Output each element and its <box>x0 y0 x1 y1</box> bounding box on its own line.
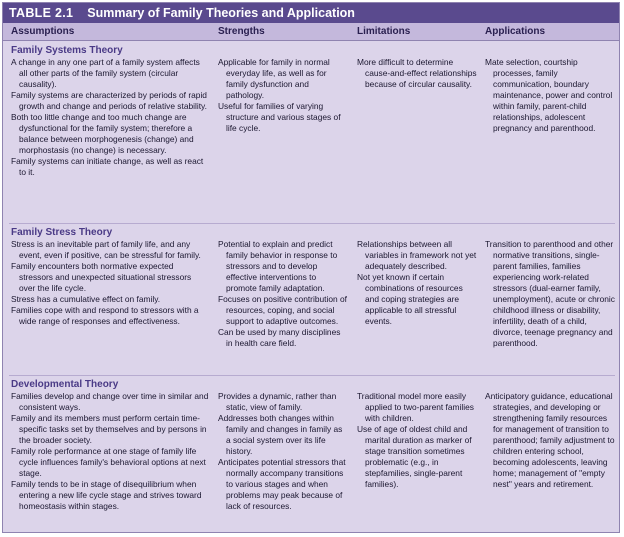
column-header-strengths: Strengths <box>218 26 265 37</box>
strengths-cell <box>218 239 348 349</box>
column-header-row <box>3 23 619 41</box>
section-title: Family Stress Theory <box>11 227 113 238</box>
section-title: Developmental Theory <box>11 379 119 390</box>
application-item: Mate selection, courtship processes, family communication, boundary maintenance, power and control within family, parent-child relationships, adolescent pregnancy and parenthood. <box>485 57 613 133</box>
assumption-item: Family and its members must perform certain time-specific tasks set by themselves and by persons in the broader society. <box>11 413 207 445</box>
assumptions-cell <box>11 391 209 512</box>
limitations-cell <box>357 57 479 90</box>
limitation-item: Traditional model more easily applied to two-parent families with children. <box>357 391 474 423</box>
strength-item: Potential to explain and predict family behavior in response to stressors and to develop effective interventions to promote family adaptation. <box>218 239 338 293</box>
application-item: Anticipatory guidance, educational strategies, and developing or strengthening family resources for management of transition to parenthood; family adjustment to children entering school, becoming adolescents, leaving home; management of "empty nest" years and retirement. <box>485 391 615 489</box>
section-family-stress <box>3 227 619 377</box>
limitation-item: Not yet known if certain combinations of resources and coping strategies are applicable to all stressful events. <box>357 272 463 326</box>
strength-item: Applicable for family in normal everyday life, as well as for family dysfunction and pathology. <box>218 57 330 100</box>
column-header-limitations: Limitations <box>357 26 411 37</box>
applications-cell <box>485 391 617 490</box>
strength-item: Provides a dynamic, rather than static, view of family. <box>218 391 337 412</box>
assumption-item: Family systems are characterized by periods of rapid growth and change and periods of relative stability. <box>11 90 207 111</box>
table-title: Summary of Family Theories and Application <box>87 6 355 20</box>
strength-item: Addresses both changes within family and changes in family as a social system over its life history. <box>218 413 343 456</box>
assumption-item: Families develop and change over time in similar and consistent ways. <box>11 391 209 412</box>
strength-item: Useful for families of varying structure and various stages of life cycle. <box>218 101 341 133</box>
strength-item: Can be used by many disciplines in health care field. <box>218 327 341 348</box>
application-item: Transition to parenthood and other normative transitions, single-parent families, families experiencing work-related stressors (dual-earner family, unemployment), acute or chronic childhood illness or disability, infertility, death of a child, divorce, teenage pregnancy and parenthood. <box>485 239 615 348</box>
assumption-item: Both too little change and too much change are dysfunctional for the family system; therefore a balance between morphogenesis (change) and morphostasis (no change) is necessary. <box>11 112 194 155</box>
table-number: TABLE 2.1 <box>9 6 74 20</box>
section-title: Family Systems Theory <box>11 45 123 56</box>
assumption-item: Stress is an inevitable part of family life, and any event, even if positive, can be stressful for family. <box>11 239 201 260</box>
assumption-item: Stress has a cumulative effect on family. <box>11 294 161 304</box>
section-developmental <box>3 379 619 529</box>
section-divider <box>9 223 615 224</box>
strength-item: Focuses on positive contribution of resources, coping, and social support to adaptive outcomes. <box>218 294 347 326</box>
assumption-item: Family encounters both normative expected stressors and unexpected situational stressors over the life cycle. <box>11 261 192 293</box>
limitations-cell <box>357 391 479 490</box>
strengths-cell <box>218 391 348 512</box>
assumptions-cell <box>11 57 209 178</box>
family-theories-table <box>2 2 620 533</box>
assumption-item: A change in any one part of a family system affects all other parts of the family system (circular causality). <box>11 57 200 89</box>
assumption-item: Family role performance at one stage of family life cycle influences family's behavioral options at next stage. <box>11 446 206 478</box>
column-header-assumptions: Assumptions <box>11 26 75 37</box>
assumption-item: Families cope with and respond to stressors with a wide range of responses and effectiveness. <box>11 305 199 326</box>
applications-cell <box>485 239 617 349</box>
column-header-applications: Applications <box>485 26 546 37</box>
limitations-cell <box>357 239 479 327</box>
limitation-item: Relationships between all variables in framework not yet adequately described. <box>357 239 477 271</box>
limitation-item: More difficult to determine cause-and-effect relationships because of circular causality. <box>357 57 477 89</box>
applications-cell <box>485 57 617 134</box>
assumption-item: Family systems can initiate change, as well as react to it. <box>11 156 204 177</box>
section-family-systems <box>3 45 619 221</box>
strengths-cell <box>218 57 348 134</box>
assumption-item: Family tends to be in stage of disequilibrium when entering a new life cycle stage and strives toward homeostasis within stages. <box>11 479 202 511</box>
assumptions-cell <box>11 239 209 327</box>
strength-item: Anticipates potential stressors that normally accompany transitions to various stages and when problems may peak because of lack of resources. <box>218 457 346 511</box>
limitation-item: Use of age of oldest child and marital duration as marker of stage transition sometimes problematic (e.g., in stepfamilies, single-parent families). <box>357 424 472 489</box>
section-divider <box>9 375 615 376</box>
table-title-bar <box>3 3 619 23</box>
